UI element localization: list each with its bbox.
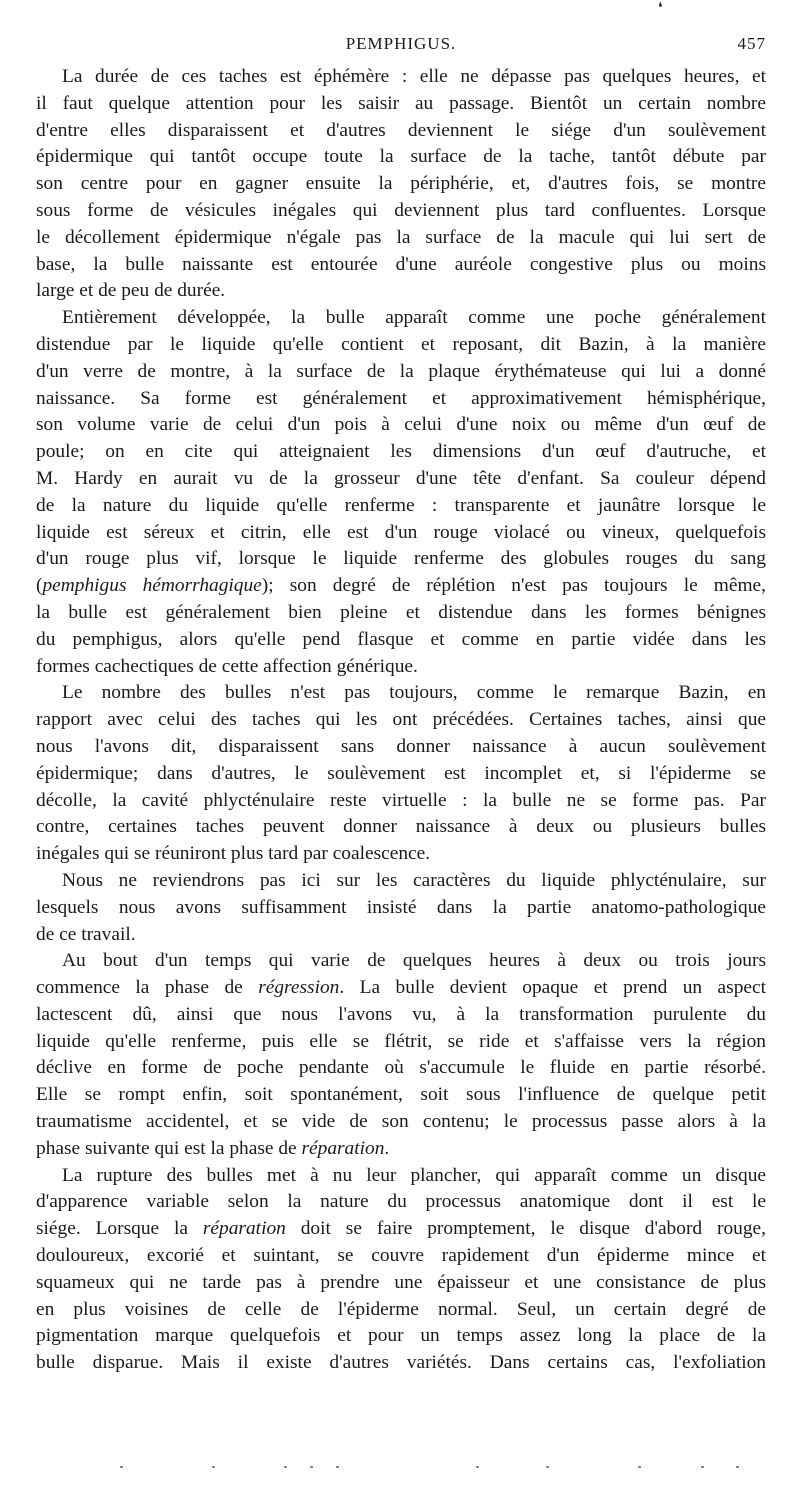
text-line: nous l'avons dit, disparaissent sans donner naissance à aucun soulèvement	[36, 735, 766, 757]
paragraph	[36, 868, 766, 948]
text-line: décolle, la cavité phlycténulaire reste virtuelle : la bulle ne se forme pas. Par	[36, 789, 766, 811]
text-line: distendue par le liquide qu'elle contient et reposant, dit Bazin, à la manière	[36, 333, 766, 355]
text-line: Entièrement développée, la bulle apparaît comme une poche généralement	[62, 307, 766, 329]
text-line: M. Hardy en aurait vu de la grosseur d'une tête d'enfant. Sa couleur dépend	[36, 467, 766, 489]
text-line: d'un rouge plus vif, lorsque le liquide renferme des globules rouges du sang	[36, 548, 766, 570]
text-line: liquide est séreux et citrin, elle est d'un rouge violacé ou vineux, quelquefois	[36, 521, 766, 543]
text-line: Au bout d'un temps qui varie de quelques heures à deux ou trois jours	[62, 950, 766, 972]
text-line: bulle disparue. Mais il existe d'autres variétés. Dans certains cas, l'exfoliation	[36, 1352, 766, 1374]
text-line: en plus voisines de celle de l'épiderme normal. Seul, un certain degré de	[36, 1298, 766, 1320]
text-line: commence la phase de régression. La bulle devient opaque et prend un aspect	[36, 977, 767, 999]
running-header	[36, 34, 766, 58]
text-line: douloureux, excorié et suintant, se couvre rapidement d'un épiderme mince et	[36, 1245, 766, 1267]
bottom-speckles	[36, 1466, 766, 1476]
text-line: formes cachectiques de cette affection générique.	[36, 655, 418, 677]
text-line: poule; on en cite qui atteignaient les dimensions d'un œuf d'autruche, et	[36, 441, 766, 463]
text-line: phase suivante qui est la phase de réparation.	[36, 1137, 390, 1159]
text-line: lesquels nous avons suffisamment insisté dans la partie anatomo-pathologique	[36, 896, 766, 918]
margin-mark: ❛	[658, 1, 663, 16]
text-line: La durée de ces taches est éphémère : elle ne dépasse pas quelques heures, et	[62, 66, 766, 87]
text-line: sous forme de vésicules inégales qui deviennent plus tard confluentes. Lorsque	[36, 199, 766, 221]
paragraph	[36, 680, 766, 868]
text-line: épidermique; dans d'autres, le soulèvement est incomplet et, si l'épiderme se	[36, 762, 766, 784]
text-line: base, la bulle naissante est entourée d'une auréole congestive plus ou moins	[36, 253, 766, 275]
text-line: Elle se rompt enfin, soit spontanément, soit sous l'influence de quelque petit	[36, 1084, 766, 1106]
text-line: pigmentation marque quelquefois et pour un temps assez long la place de la	[36, 1325, 766, 1347]
paragraph	[36, 64, 766, 305]
text-line: de la nature du liquide qu'elle renferme : transparente et jaunâtre lorsque le	[36, 494, 766, 516]
paragraph	[36, 305, 766, 680]
text-line: siége. Lorsque la réparation doit se faire promptement, le disque d'abord rouge,	[36, 1218, 766, 1240]
text-line: La rupture des bulles met à nu leur plancher, qui apparaît comme un disque	[62, 1164, 766, 1186]
text-line: le décollement épidermique n'égale pas la surface de la macule qui lui sert de	[36, 226, 766, 248]
text-line: de ce travail.	[36, 923, 136, 945]
body-text	[36, 64, 766, 1377]
text-line: d'un verre de montre, à la surface de la plaque érythémateuse qui lui a donné	[36, 360, 766, 382]
text-line: d'apparence variable selon la nature du processus anatomique dont il est le	[36, 1191, 766, 1213]
text-line: squameux qui ne tarde pas à prendre une épaisseur et une consistance de plus	[36, 1271, 766, 1293]
text-line: déclive en forme de poche pendante où s'accumule le fluide en partie résorbé.	[36, 1057, 766, 1079]
text-line: contre, certaines taches peuvent donner naissance à deux ou plusieurs bulles	[36, 816, 766, 838]
paragraph	[36, 948, 766, 1162]
text-line: son centre pour en gagner ensuite la périphérie, et, d'autres fois, se montre	[36, 173, 766, 195]
text-line: Le nombre des bulles n'est pas toujours, comme le remarque Bazin, en	[62, 682, 766, 704]
text-line: naissance. Sa forme est généralement et approximativement hémisphérique,	[36, 387, 766, 409]
text-line: d'entre elles disparaissent et d'autres deviennent le siége d'un soulèvement	[36, 119, 766, 141]
text-line: Nous ne reviendrons pas ici sur les caractères du liquide phlycténulaire, sur	[62, 869, 766, 891]
text-line: épidermique qui tantôt occupe toute la surface de la tache, tantôt débute par	[36, 146, 766, 168]
text-line: son volume varie de celui d'un pois à celui d'une noix ou même d'un œuf de	[36, 414, 766, 436]
text-line: il faut quelque attention pour les saisir au passage. Bientôt un certain nombre	[36, 92, 766, 114]
text-line: traumatisme accidentel, et se vide de son contenu; le processus passe alors à la	[36, 1111, 766, 1133]
text-line: la bulle est généralement bien pleine et distendue dans les formes bénignes	[36, 601, 766, 623]
text-line: large et de peu de durée.	[36, 280, 226, 302]
paragraph	[36, 1163, 766, 1377]
running-title: PEMPHIGUS.	[345, 34, 457, 53]
text-line: inégales qui se réuniront plus tard par coalescence.	[36, 843, 431, 865]
text-line: (pemphigus hémorrhagique); son degré de réplétion n'est pas toujours le même,	[36, 575, 766, 597]
text-line: du pemphigus, alors qu'elle pend flasque et comme en partie vidée dans les	[36, 628, 766, 650]
text-line: rapport avec celui des taches qui les ont précédées. Certaines taches, ainsi que	[36, 709, 766, 731]
text-line: lactescent dû, ainsi que nous l'avons vu, à la transformation purulente du	[36, 1003, 766, 1025]
page-number: 457	[737, 34, 766, 53]
text-line: liquide qu'elle renferme, puis elle se flétrit, se ride et s'affaisse vers la région	[36, 1030, 766, 1052]
